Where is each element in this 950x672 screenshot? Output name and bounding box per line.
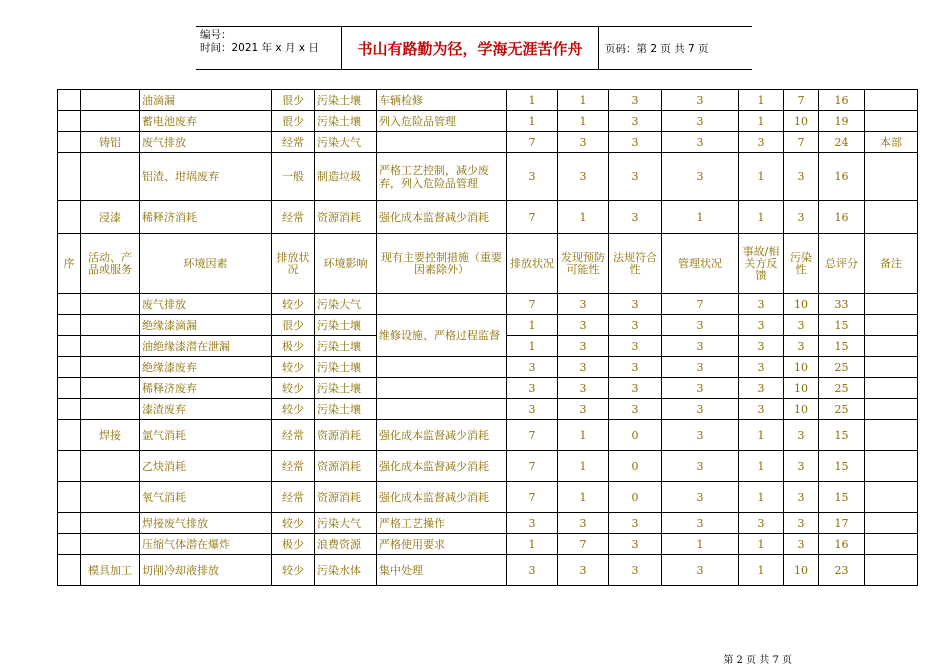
column-header: 发现预防可能性	[558, 234, 609, 294]
prevention-score: 3	[558, 315, 609, 336]
pollution-score: 3	[784, 534, 819, 555]
management-score: 3	[662, 399, 739, 420]
accident-score: 1	[739, 482, 784, 513]
index-cell	[58, 90, 81, 111]
accident-score: 3	[739, 513, 784, 534]
factor-cell: 油滴漏	[140, 90, 272, 111]
impact-cell: 污染水体	[315, 555, 377, 586]
index-cell	[58, 201, 81, 234]
compliance-score: 3	[609, 132, 662, 153]
pollution-score: 10	[784, 111, 819, 132]
header-left	[196, 27, 342, 69]
prevention-score: 1	[558, 201, 609, 234]
status-cell: 较少	[272, 513, 315, 534]
pollution-score: 10	[784, 357, 819, 378]
impact-cell: 污染土壤	[315, 90, 377, 111]
status-cell: 极少	[272, 534, 315, 555]
activity-cell	[81, 534, 140, 555]
total-score: 23	[819, 555, 865, 586]
activity-cell	[81, 513, 140, 534]
note-cell	[865, 153, 918, 201]
index-cell	[58, 513, 81, 534]
impact-cell: 污染土壤	[315, 399, 377, 420]
activity-cell: 模具加工	[81, 555, 140, 586]
accident-score: 1	[739, 153, 784, 201]
emission-score: 1	[507, 534, 558, 555]
factor-cell: 稀释济废弃	[140, 378, 272, 399]
note-cell	[865, 294, 918, 315]
status-cell: 经常	[272, 201, 315, 234]
factor-cell: 乙炔消耗	[140, 451, 272, 482]
note-cell	[865, 534, 918, 555]
control-cell: 强化成本监督减少消耗	[377, 201, 507, 234]
activity-cell	[81, 336, 140, 357]
accident-score: 3	[739, 399, 784, 420]
note-cell	[865, 336, 918, 357]
control-cell	[377, 294, 507, 315]
control-cell: 强化成本监督减少消耗	[377, 482, 507, 513]
compliance-score: 3	[609, 315, 662, 336]
prevention-score: 3	[558, 378, 609, 399]
note-cell	[865, 451, 918, 482]
index-cell	[58, 451, 81, 482]
note-cell	[865, 555, 918, 586]
status-cell: 很少	[272, 315, 315, 336]
factor-cell: 焊接废气排放	[140, 513, 272, 534]
status-cell: 经常	[272, 482, 315, 513]
total-score: 15	[819, 451, 865, 482]
pollution-score: 10	[784, 399, 819, 420]
activity-cell	[81, 399, 140, 420]
total-score: 15	[819, 315, 865, 336]
activity-cell	[81, 378, 140, 399]
control-cell	[377, 399, 507, 420]
pollution-score: 10	[784, 555, 819, 586]
emission-score: 7	[507, 420, 558, 451]
emission-score: 7	[507, 132, 558, 153]
total-score: 19	[819, 111, 865, 132]
table-row	[58, 482, 918, 513]
total-score: 16	[819, 90, 865, 111]
accident-score: 1	[739, 420, 784, 451]
compliance-score: 3	[609, 357, 662, 378]
impact-cell: 资源消耗	[315, 201, 377, 234]
activity-cell	[81, 315, 140, 336]
management-score: 3	[662, 315, 739, 336]
status-cell: 较少	[272, 399, 315, 420]
accident-score: 3	[739, 132, 784, 153]
impact-cell: 污染土壤	[315, 357, 377, 378]
impact-cell: 污染大气	[315, 294, 377, 315]
management-score: 3	[662, 90, 739, 111]
status-cell: 经常	[272, 451, 315, 482]
management-score: 3	[662, 451, 739, 482]
index-cell	[58, 378, 81, 399]
impact-cell: 污染土壤	[315, 111, 377, 132]
compliance-score: 3	[609, 111, 662, 132]
page-info: 页码：第 2 页 共 7 页	[605, 42, 709, 55]
factor-cell: 绝缘漆滴漏	[140, 315, 272, 336]
compliance-score: 3	[609, 378, 662, 399]
status-cell: 经常	[272, 132, 315, 153]
emission-score: 3	[507, 378, 558, 399]
motto: 书山有路勤为径，学海无涯苦作舟	[342, 27, 599, 69]
factor-cell: 切削冷却液排放	[140, 555, 272, 586]
activity-cell	[81, 111, 140, 132]
column-header: 管理状况	[662, 234, 739, 294]
compliance-score: 0	[609, 420, 662, 451]
activity-cell: 浸漆	[81, 201, 140, 234]
factor-cell: 压缩气体潜在爆炸	[140, 534, 272, 555]
control-cell	[377, 378, 507, 399]
compliance-score: 3	[609, 555, 662, 586]
prevention-score: 3	[558, 294, 609, 315]
management-score: 3	[662, 555, 739, 586]
pollution-score: 7	[784, 90, 819, 111]
emission-score: 3	[507, 513, 558, 534]
prevention-score: 1	[558, 420, 609, 451]
column-header: 环境因素	[140, 234, 272, 294]
index-cell	[58, 482, 81, 513]
activity-cell	[81, 482, 140, 513]
accident-score: 1	[739, 111, 784, 132]
prevention-score: 3	[558, 513, 609, 534]
table-row	[58, 513, 918, 534]
management-score: 3	[662, 513, 739, 534]
management-score: 3	[662, 420, 739, 451]
note-cell	[865, 315, 918, 336]
note-cell	[865, 90, 918, 111]
column-header: 活动、产品或服务	[81, 234, 140, 294]
management-score: 7	[662, 294, 739, 315]
prevention-score: 3	[558, 153, 609, 201]
index-cell	[58, 534, 81, 555]
factor-cell: 氩气消耗	[140, 420, 272, 451]
activity-cell	[81, 294, 140, 315]
table-row	[58, 357, 918, 378]
control-cell: 集中处理	[377, 555, 507, 586]
control-cell: 车辆检修	[377, 90, 507, 111]
index-cell	[58, 336, 81, 357]
accident-score: 3	[739, 378, 784, 399]
table-row	[58, 111, 918, 132]
control-cell: 强化成本监督减少消耗	[377, 420, 507, 451]
index-cell	[58, 111, 81, 132]
note-cell	[865, 399, 918, 420]
accident-score: 1	[739, 534, 784, 555]
index-cell	[58, 357, 81, 378]
activity-cell	[81, 90, 140, 111]
management-score: 3	[662, 153, 739, 201]
index-cell	[58, 153, 81, 201]
prevention-score: 1	[558, 90, 609, 111]
total-score: 16	[819, 201, 865, 234]
table-row	[58, 555, 918, 586]
total-score: 15	[819, 336, 865, 357]
emission-score: 3	[507, 357, 558, 378]
table-row	[58, 378, 918, 399]
prevention-score: 3	[558, 555, 609, 586]
status-cell: 经常	[272, 420, 315, 451]
note-cell	[865, 111, 918, 132]
note-cell	[865, 201, 918, 234]
total-score: 33	[819, 294, 865, 315]
control-cell: 列入危险品管理	[377, 111, 507, 132]
status-cell: 较少	[272, 357, 315, 378]
emission-score: 1	[507, 90, 558, 111]
total-score: 25	[819, 378, 865, 399]
index-cell	[58, 420, 81, 451]
environment-factor-table	[57, 89, 918, 586]
page-header	[196, 26, 752, 70]
total-score: 25	[819, 357, 865, 378]
pollution-score: 3	[784, 482, 819, 513]
control-cell: 严格工艺控制，减少废弃，列入危险品管理	[377, 153, 507, 201]
pollution-score: 10	[784, 294, 819, 315]
table-row	[58, 420, 918, 451]
note-cell	[865, 482, 918, 513]
accident-score: 3	[739, 294, 784, 315]
status-cell: 较少	[272, 378, 315, 399]
management-score: 1	[662, 534, 739, 555]
table-row	[58, 399, 918, 420]
compliance-score: 3	[609, 90, 662, 111]
factor-cell: 铝渣、坩埚废弃	[140, 153, 272, 201]
index-cell	[58, 399, 81, 420]
accident-score: 3	[739, 357, 784, 378]
emission-score: 1	[507, 111, 558, 132]
column-header: 法规符合性	[609, 234, 662, 294]
factor-cell: 蓄电池废弃	[140, 111, 272, 132]
control-cell: 严格工艺操作	[377, 513, 507, 534]
impact-cell: 资源消耗	[315, 420, 377, 451]
table-row	[58, 90, 918, 111]
pollution-score: 3	[784, 513, 819, 534]
activity-cell	[81, 357, 140, 378]
impact-cell: 污染土壤	[315, 315, 377, 336]
factor-cell: 氧气消耗	[140, 482, 272, 513]
factor-cell: 漆渣废弃	[140, 399, 272, 420]
status-cell: 极少	[272, 336, 315, 357]
management-score: 3	[662, 378, 739, 399]
control-cell: 严格使用要求	[377, 534, 507, 555]
impact-cell: 制造垃圾	[315, 153, 377, 201]
prevention-score: 3	[558, 132, 609, 153]
prevention-score: 1	[558, 482, 609, 513]
accident-score: 1	[739, 451, 784, 482]
impact-cell: 污染土壤	[315, 336, 377, 357]
accident-score: 3	[739, 315, 784, 336]
compliance-score: 3	[609, 153, 662, 201]
management-score: 1	[662, 201, 739, 234]
pollution-score: 3	[784, 153, 819, 201]
table-body	[58, 90, 918, 586]
accident-score: 1	[739, 555, 784, 586]
compliance-score: 3	[609, 399, 662, 420]
emission-score: 3	[507, 153, 558, 201]
pollution-score: 3	[784, 201, 819, 234]
pollution-score: 3	[784, 315, 819, 336]
emission-score: 1	[507, 315, 558, 336]
pollution-score: 7	[784, 132, 819, 153]
prevention-score: 3	[558, 399, 609, 420]
emission-score: 7	[507, 294, 558, 315]
factor-cell: 稀释济消耗	[140, 201, 272, 234]
note-cell	[865, 357, 918, 378]
note-cell: 本部	[865, 132, 918, 153]
compliance-score: 0	[609, 451, 662, 482]
table-row	[58, 201, 918, 234]
prevention-score: 1	[558, 451, 609, 482]
control-cell	[377, 132, 507, 153]
emission-score: 7	[507, 201, 558, 234]
emission-score: 7	[507, 451, 558, 482]
compliance-score: 3	[609, 201, 662, 234]
management-score: 3	[662, 482, 739, 513]
factor-cell: 绝缘漆废弃	[140, 357, 272, 378]
management-score: 3	[662, 111, 739, 132]
activity-cell: 铸铝	[81, 132, 140, 153]
index-cell	[58, 294, 81, 315]
impact-cell: 污染大气	[315, 132, 377, 153]
pollution-score: 3	[784, 451, 819, 482]
pollution-score: 3	[784, 336, 819, 357]
column-header: 排放状况	[272, 234, 315, 294]
activity-cell	[81, 451, 140, 482]
total-score: 16	[819, 534, 865, 555]
column-header: 总评分	[819, 234, 865, 294]
management-score: 3	[662, 357, 739, 378]
column-header: 事故/相关方反馈	[739, 234, 784, 294]
emission-score: 3	[507, 399, 558, 420]
status-cell: 较少	[272, 294, 315, 315]
note-cell	[865, 513, 918, 534]
pollution-score: 3	[784, 420, 819, 451]
control-cell: 维修设施、严格过程监督	[377, 315, 507, 357]
compliance-score: 3	[609, 294, 662, 315]
prevention-score: 7	[558, 534, 609, 555]
total-score: 17	[819, 513, 865, 534]
total-score: 15	[819, 420, 865, 451]
index-cell	[58, 555, 81, 586]
control-cell	[377, 357, 507, 378]
impact-cell: 资源消耗	[315, 451, 377, 482]
total-score: 24	[819, 132, 865, 153]
activity-cell: 焊接	[81, 420, 140, 451]
accident-score: 1	[739, 201, 784, 234]
emission-score: 7	[507, 482, 558, 513]
index-cell	[58, 132, 81, 153]
total-score: 16	[819, 153, 865, 201]
factor-cell: 废气排放	[140, 294, 272, 315]
table-row	[58, 451, 918, 482]
impact-cell: 浪费资源	[315, 534, 377, 555]
status-cell: 很少	[272, 90, 315, 111]
emission-score: 3	[507, 555, 558, 586]
table-row	[58, 294, 918, 315]
compliance-score: 3	[609, 336, 662, 357]
factor-cell: 油绝缘漆潜在泄漏	[140, 336, 272, 357]
management-score: 3	[662, 132, 739, 153]
status-cell: 一般	[272, 153, 315, 201]
impact-cell: 污染大气	[315, 513, 377, 534]
table-row	[58, 534, 918, 555]
compliance-score: 3	[609, 513, 662, 534]
impact-cell: 污染土壤	[315, 378, 377, 399]
note-cell	[865, 378, 918, 399]
column-header: 序	[58, 234, 81, 294]
note-cell	[865, 420, 918, 451]
status-cell: 较少	[272, 555, 315, 586]
prevention-score: 3	[558, 336, 609, 357]
column-header: 污染性	[784, 234, 819, 294]
total-score: 25	[819, 399, 865, 420]
prevention-score: 1	[558, 111, 609, 132]
control-cell: 强化成本监督减少消耗	[377, 451, 507, 482]
column-header: 环境影响	[315, 234, 377, 294]
emission-score: 1	[507, 336, 558, 357]
column-header: 现有主要控制措施（重要因素除外）	[377, 234, 507, 294]
column-header: 排放状况	[507, 234, 558, 294]
compliance-score: 0	[609, 482, 662, 513]
page-footer: 第 2 页 共 7 页	[723, 655, 792, 666]
accident-score: 1	[739, 90, 784, 111]
pollution-score: 10	[784, 378, 819, 399]
table-row	[58, 315, 918, 336]
accident-score: 3	[739, 336, 784, 357]
date-label: 时间：2021 年 x 月 x 日	[200, 42, 319, 54]
impact-cell: 资源消耗	[315, 482, 377, 513]
table-row	[58, 132, 918, 153]
serial-label: 编号：	[200, 29, 232, 41]
column-header: 备注	[865, 234, 918, 294]
factor-cell: 废气排放	[140, 132, 272, 153]
activity-cell	[81, 153, 140, 201]
table-row	[58, 153, 918, 201]
index-cell	[58, 315, 81, 336]
table-header-row	[58, 234, 918, 294]
management-score: 3	[662, 336, 739, 357]
compliance-score: 3	[609, 534, 662, 555]
prevention-score: 3	[558, 357, 609, 378]
total-score: 15	[819, 482, 865, 513]
status-cell: 很少	[272, 111, 315, 132]
